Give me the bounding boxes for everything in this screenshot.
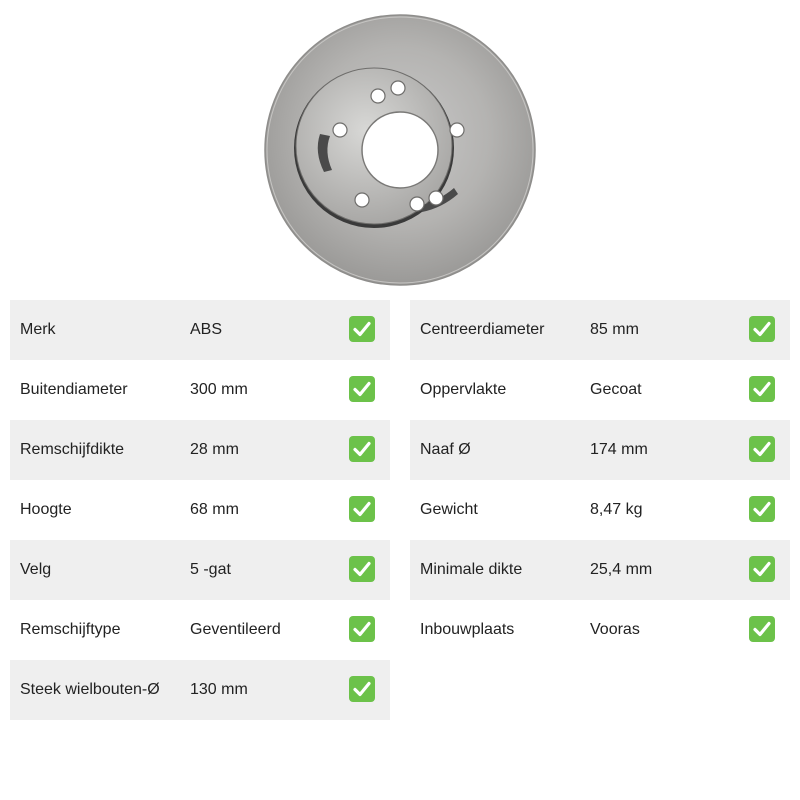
spec-value: Geventileerd bbox=[190, 621, 281, 638]
spec-label: Remschijfdikte bbox=[20, 441, 125, 458]
check-icon bbox=[349, 556, 375, 582]
spec-row bbox=[410, 420, 790, 480]
spec-label: Steek wielbouten-Ø bbox=[20, 681, 160, 698]
spec-label: Oppervlakte bbox=[420, 381, 507, 398]
spec-row bbox=[10, 360, 390, 420]
spec-table-right bbox=[410, 300, 790, 660]
spec-row bbox=[10, 540, 390, 600]
check-icon bbox=[349, 436, 375, 462]
spec-value: Vooras bbox=[590, 621, 640, 638]
spec-value: 174 mm bbox=[590, 441, 648, 458]
spec-row bbox=[10, 600, 390, 660]
spec-label: Inbouwplaats bbox=[420, 621, 515, 638]
spec-row bbox=[10, 300, 390, 360]
spec-row bbox=[410, 360, 790, 420]
spec-label: Naaf Ø bbox=[420, 441, 471, 458]
spec-value: Gecoat bbox=[590, 381, 642, 398]
spec-value: 25,4 mm bbox=[590, 561, 653, 578]
spec-label: Hoogte bbox=[20, 501, 72, 518]
spec-value: 28 mm bbox=[190, 441, 239, 458]
check-icon bbox=[749, 376, 775, 402]
check-icon bbox=[749, 316, 775, 342]
brake-disc-image bbox=[262, 12, 538, 288]
spec-label: Velg bbox=[20, 561, 52, 578]
check-icon bbox=[749, 436, 775, 462]
spec-row bbox=[410, 600, 790, 660]
check-icon bbox=[749, 616, 775, 642]
spec-value: 5 -gat bbox=[190, 561, 231, 578]
check-icon bbox=[749, 556, 775, 582]
spec-label: Minimale dikte bbox=[420, 561, 523, 578]
spec-row bbox=[10, 420, 390, 480]
spec-value: 130 mm bbox=[190, 681, 248, 698]
spec-row bbox=[410, 480, 790, 540]
spec-row bbox=[10, 480, 390, 540]
spec-label: Gewicht bbox=[420, 501, 478, 518]
check-icon bbox=[349, 616, 375, 642]
spec-label: Remschijftype bbox=[20, 621, 121, 638]
spec-label: Buitendiameter bbox=[20, 381, 128, 398]
check-icon bbox=[349, 316, 375, 342]
spec-row bbox=[410, 300, 790, 360]
check-icon bbox=[349, 376, 375, 402]
check-icon bbox=[349, 676, 375, 702]
spec-label: Centreerdiameter bbox=[420, 321, 545, 338]
spec-table-left bbox=[10, 300, 390, 720]
spec-value: 300 mm bbox=[190, 381, 248, 398]
spec-label: Merk bbox=[20, 321, 56, 338]
spec-row bbox=[10, 660, 390, 720]
spec-value: 68 mm bbox=[190, 501, 239, 518]
check-icon bbox=[749, 496, 775, 522]
spec-value: 85 mm bbox=[590, 321, 639, 338]
spec-value: 8,47 kg bbox=[590, 501, 643, 518]
spec-row bbox=[410, 540, 790, 600]
spec-value: ABS bbox=[190, 321, 223, 338]
check-icon bbox=[349, 496, 375, 522]
